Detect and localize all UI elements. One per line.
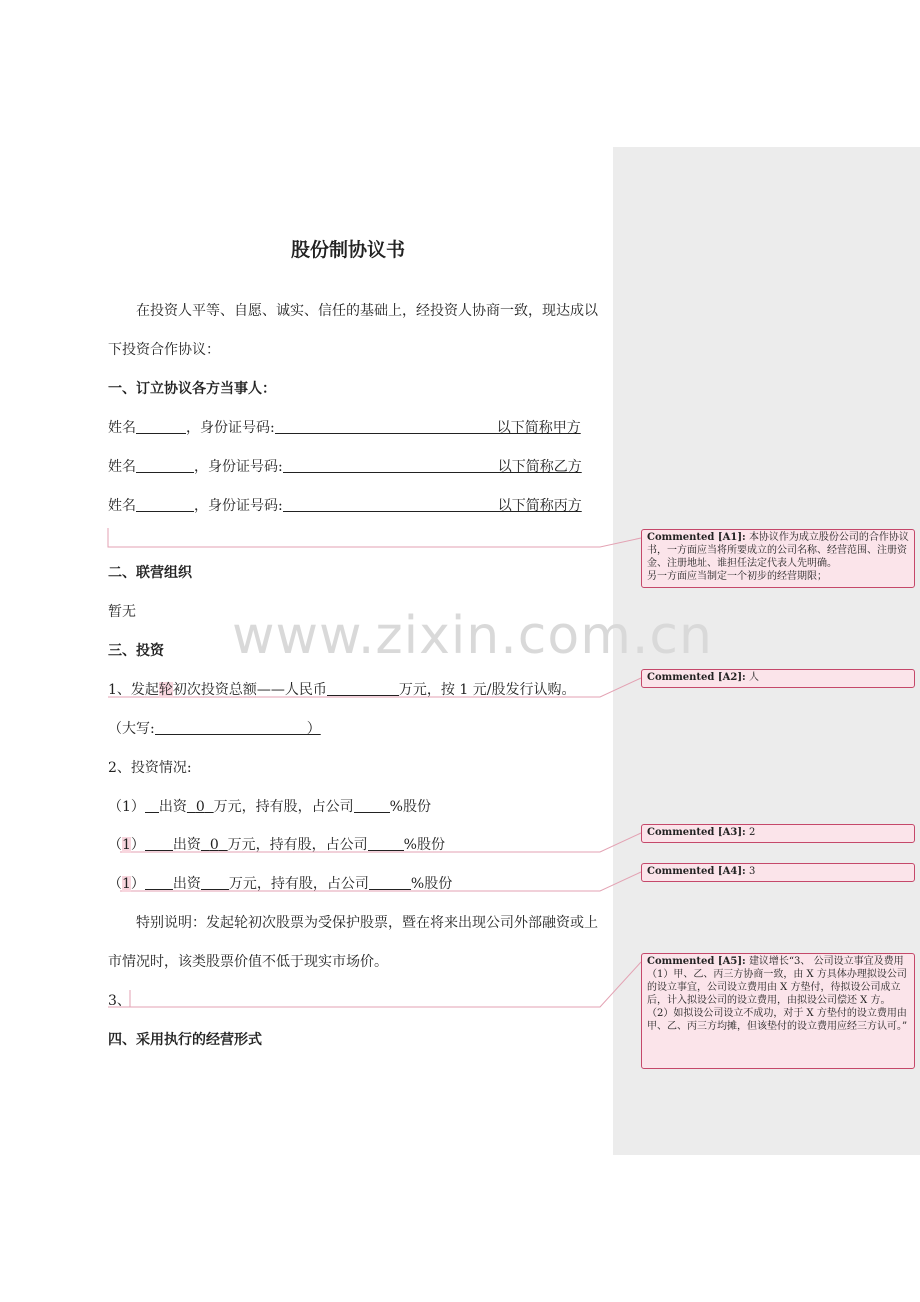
investor-blank[interactable]	[145, 798, 159, 813]
invest-item-2	[108, 836, 445, 854]
comment-tag: Commented [A2]:	[647, 672, 746, 683]
item-label: 出资	[158, 799, 187, 815]
invest-line-1	[108, 681, 575, 699]
invest-total-blank[interactable]	[327, 681, 399, 696]
item-label: 出资	[172, 876, 201, 892]
item-suffix: %股份	[389, 799, 431, 815]
intro-line-1: 在投资人平等、自愿、诚实、信任的基础上，经投资人协商一致，现达成以	[136, 303, 598, 319]
comment-a2[interactable]	[641, 669, 915, 688]
comment-anchor-a4[interactable]: 1	[122, 876, 131, 892]
comment-a4[interactable]	[641, 863, 915, 882]
party-row-3	[108, 497, 582, 515]
item-3-anchor[interactable]: 3、	[108, 993, 131, 1009]
invest-line-1-start: 1、发起	[108, 682, 159, 698]
party-name-blank[interactable]	[136, 458, 194, 473]
comment-tag: Commented [A1]:	[647, 532, 746, 543]
party-alias: 以下简称乙方	[497, 459, 582, 475]
item-suffix: %股份	[403, 837, 445, 853]
document-title: 股份制协议书	[291, 239, 406, 261]
comment-text: 建议增长“3、 公司设立事宜及费用	[748, 956, 904, 967]
comment-text: 本协议作为成立股份公司的合作协议书，一方面应当将所要成立的公司名称、经营范围、注册资金、注册地址、谁担任法定代表人先明确。	[647, 532, 909, 569]
item-amount: 0	[209, 837, 219, 853]
percent-blank[interactable]	[368, 836, 404, 851]
item-prefix: （	[108, 837, 122, 853]
investor-blank[interactable]	[145, 836, 173, 851]
party-name-label: 姓名	[108, 420, 136, 436]
item-amount: 0	[195, 799, 205, 815]
daxie-close: ）	[306, 721, 321, 737]
watermark: www.zixin.com.cn	[232, 606, 713, 666]
daxie-label: （大写:	[108, 721, 155, 737]
comment-text-3: （2）如拟设公司设立不成功，对于 X 方垫付的设立费用由甲、乙、丙三方均摊，但该垫付的设立费用应经三方认可。”	[647, 1008, 908, 1032]
daxie-line	[108, 720, 321, 738]
comment-anchor-a3[interactable]: 1	[122, 837, 131, 853]
comment-tag: Commented [A4]:	[647, 866, 746, 877]
party-id-label: ，身份证号码:	[186, 420, 275, 436]
section-2-body: 暂无	[108, 604, 136, 620]
invest-situation: 2、投资情况:	[108, 760, 192, 776]
party-id-blank[interactable]	[283, 497, 498, 512]
comment-a3[interactable]	[641, 824, 915, 843]
party-name-label: 姓名	[108, 498, 136, 514]
party-name-blank[interactable]	[136, 497, 194, 512]
comment-tag: Commented [A3]:	[647, 827, 746, 838]
comment-tag: Commented [A5]:	[647, 956, 746, 967]
item-prefix: （	[108, 876, 122, 892]
comment-text-2: 另一方面应当制定一个初步的经营期限；	[647, 571, 827, 582]
investor-blank[interactable]	[145, 875, 173, 890]
section-4-heading: 四、采用执行的经营形式	[108, 1032, 262, 1048]
special-note-line-1: 特别说明：发起轮初次股票为受保护股票，暨在将来出现公司外部融资或上	[136, 915, 598, 931]
intro-line-2: 下投资合作协议：	[108, 342, 220, 358]
party-name-blank[interactable]	[136, 419, 186, 434]
item-text: 万元，持有股，占公司	[213, 799, 354, 815]
party-id-label: ，身份证号码:	[194, 459, 283, 475]
party-alias: 以下简称丙方	[497, 498, 582, 514]
item-prefix-close: ）	[130, 837, 145, 853]
section-2-heading: 二、联营组织	[108, 565, 192, 581]
item-text: 万元，持有股，占公司	[227, 837, 368, 853]
special-note-line-2: 市情况时，该类股票价值不低于现实市场价。	[108, 954, 388, 970]
party-row-1	[108, 419, 581, 437]
invest-line-1-mid: 初次投资总额——人民币	[172, 682, 327, 698]
amount-blank[interactable]	[201, 875, 229, 890]
invest-item-3	[108, 875, 452, 893]
invest-line-1-end: 万元，按 1 元/股发行认购。	[398, 682, 576, 698]
item-prefix: （1）	[108, 799, 145, 815]
item-prefix-close: ）	[130, 876, 145, 892]
percent-blank[interactable]	[369, 875, 411, 890]
invest-item-1	[108, 798, 431, 816]
percent-blank[interactable]	[354, 798, 390, 813]
comment-a5[interactable]	[641, 953, 915, 1069]
party-id-blank[interactable]	[283, 458, 498, 473]
comment-text: 2	[748, 827, 756, 838]
party-alias: 以下简称甲方	[496, 420, 581, 436]
comment-anchor-a2[interactable]: 轮	[158, 682, 173, 698]
comment-text-2: （1）甲、乙、丙三方协商一致，由 X 方具体办理拟设公司的设立事宜，公司设立费用由 X 方垫付，待拟设公司成立后，计入拟设公司的设立费用，由拟设公司偿还 X 方。	[647, 969, 907, 1006]
comment-a1[interactable]	[641, 529, 915, 588]
item-suffix: %股份	[410, 876, 453, 892]
section-1-heading: 一、订立协议各方当事人：	[108, 381, 276, 397]
comment-connector-a1	[108, 528, 641, 547]
party-name-label: 姓名	[108, 459, 136, 475]
party-id-blank[interactable]	[275, 419, 497, 434]
party-row-2	[108, 458, 582, 476]
comment-text: 3	[748, 866, 756, 877]
section-3-heading: 三、投资	[108, 643, 164, 659]
item-text: 万元，持有股，占公司	[228, 876, 369, 892]
comment-text: 人	[748, 672, 759, 683]
party-id-label: ，身份证号码:	[194, 498, 283, 514]
item-label: 出资	[172, 837, 201, 853]
daxie-blank[interactable]	[155, 720, 307, 735]
